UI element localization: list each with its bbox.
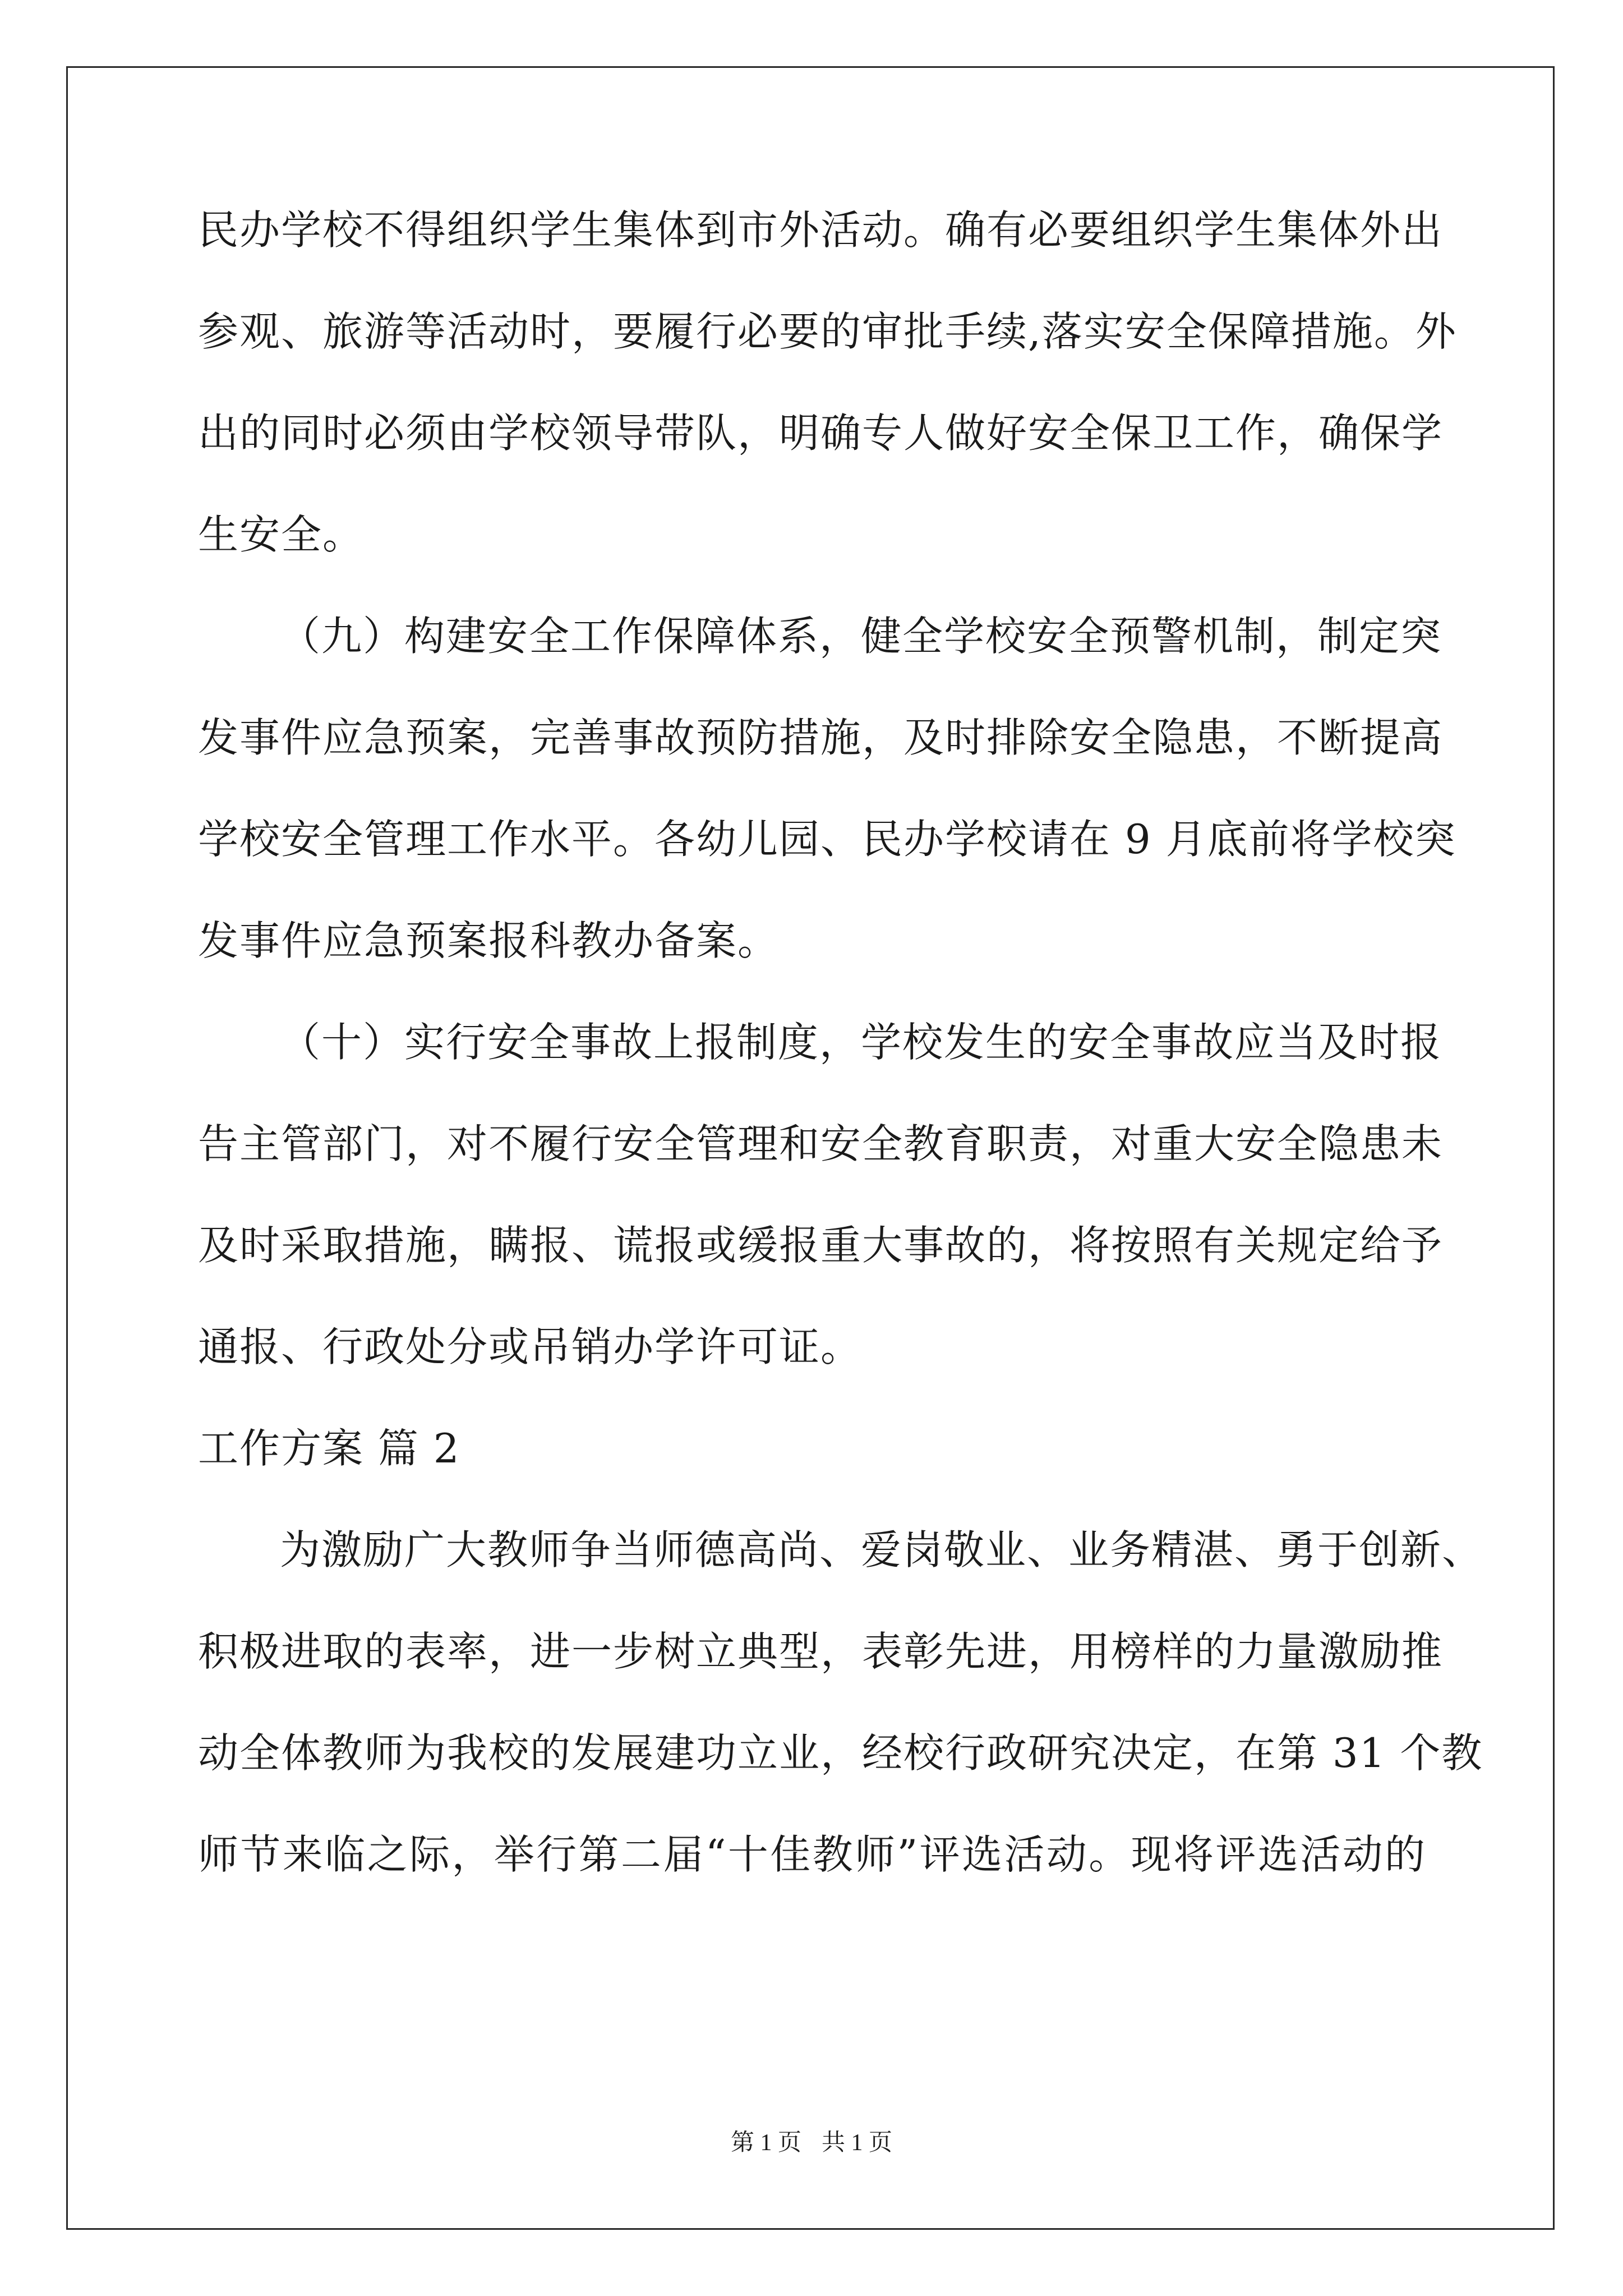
text-line: 积极进取的表率，进一步树立典型，表彰先进，用榜样的力量激励推 [198,1628,1444,1675]
text-line: 动全体教师为我校的发展建功立业，经校行政研究决定，在第 31 个教 [198,1729,1483,1777]
text-line: （九）构建安全工作保障体系，健全学校安全预警机制，制定突 [280,613,1442,660]
text-line: 及时采取措施，瞒报、谎报或缓报重大事故的，将按照有关规定给予 [198,1222,1444,1269]
page-footer [0,2126,1623,2160]
document-body [198,202,1484,1928]
text-line: 参观、旅游等活动时，要履行必要的审批手续,落实安全保障措施。外 [198,308,1457,355]
page-number: 第 1 页 [730,2130,801,2156]
text-line: 发事件应急预案，完善事故预防措施，及时排除安全隐患，不断提高 [198,714,1444,761]
text-line: （十）实行安全事故上报制度，学校发生的安全事故应当及时报 [280,1019,1442,1066]
text-line: 为激励广大教师争当师德高尚、爱岗敬业、业务精湛、勇于创新、 [280,1526,1484,1573]
text-line: 学校安全管理工作水平。各幼儿园、民办学校请在 9 月底前将学校突 [198,816,1456,863]
text-line: 发事件应急预案报科教办备案。 [198,917,780,964]
text-line: 师节来临之际，举行第二届“十佳教师”评选活动。现将评选活动的 [198,1831,1426,1878]
text-line: 民办学校不得组织学生集体到市外活动。确有必要组织学生集体外出 [198,206,1444,254]
paragraph-1 [198,202,1457,563]
text-line: 生安全。 [198,511,365,558]
paragraph-4 [198,1522,1484,1883]
text-line: 出的同时必须由学校领导带队，明确专人做好安全保卫工作，确保学 [198,409,1444,457]
section-heading: 工作方案 篇 2 [198,1425,460,1472]
text-line: 告主管部门，对不履行安全管理和安全教育职责，对重大安全隐患未 [198,1120,1444,1167]
text-line: 通报、行政处分或吊销办学许可证。 [198,1323,863,1370]
paragraph-2 [198,608,1456,969]
page-total: 共 1 页 [822,2130,893,2156]
paragraph-3 [198,1014,1444,1375]
